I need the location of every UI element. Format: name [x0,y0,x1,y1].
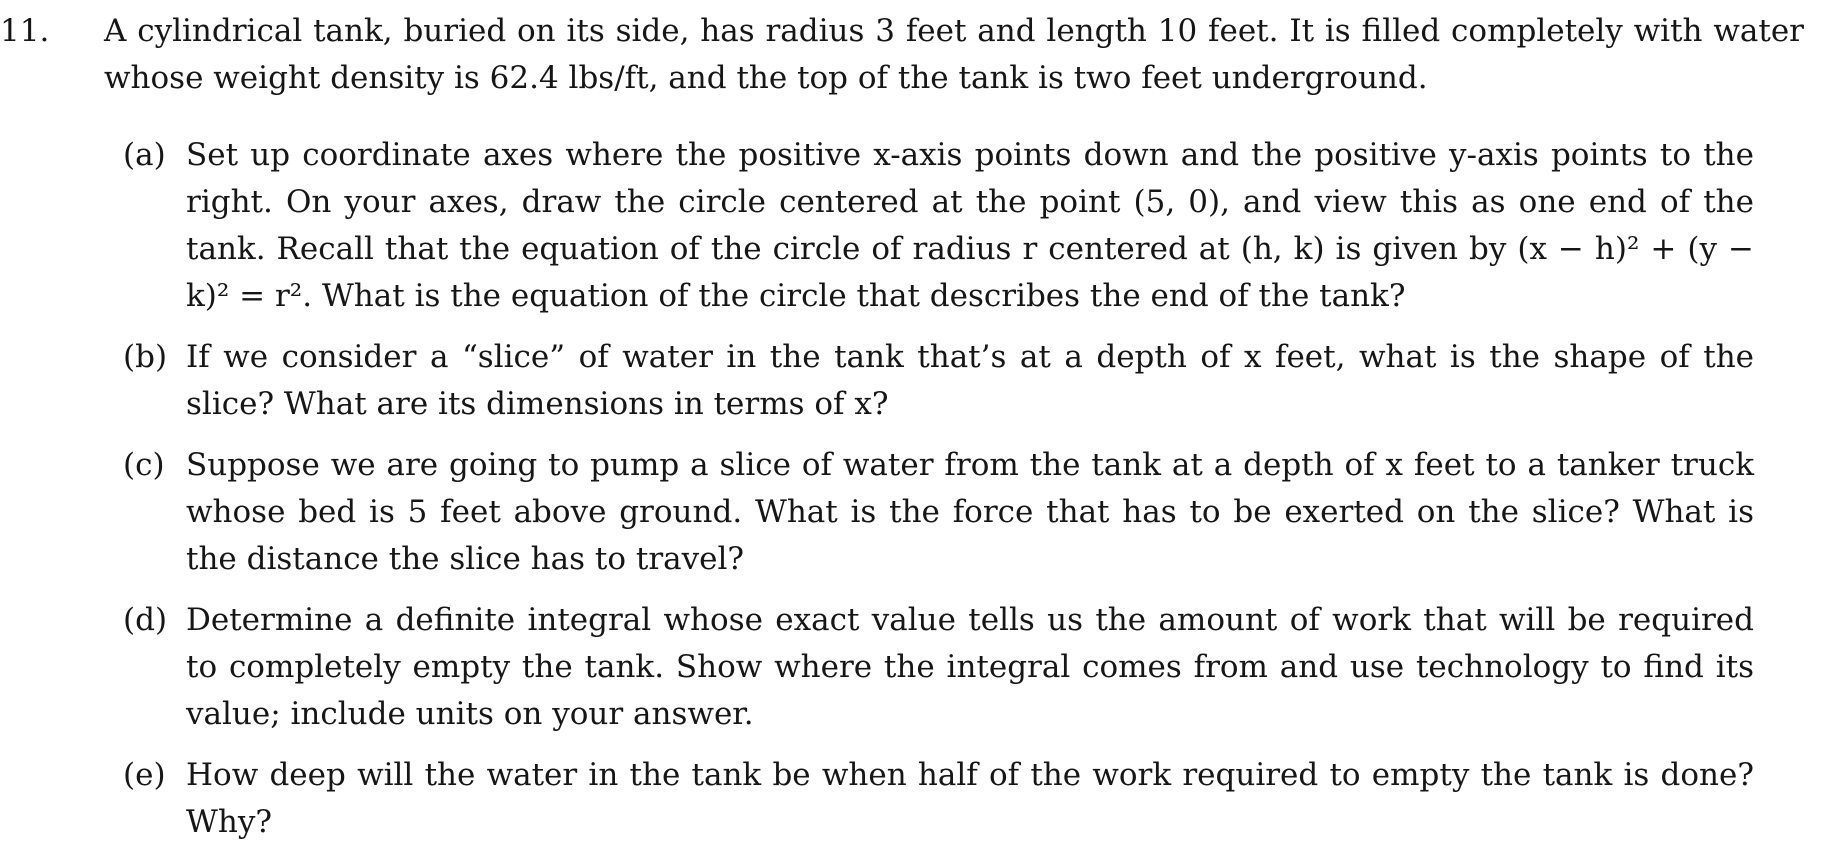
problem-parts [123,132,1754,860]
part-text: If we consider a “slice” of water in the tank that’s at a depth of x feet, what is the shape of the slice? What are its dimensions in terms of x? [186,339,1754,422]
part-text: Suppose we are going to pump a slice of water from the tank at a depth of x feet to a tanker truck whose bed is 5 feet above ground. What is the force that has to be exerted on the slice? What is the distance the slice has to travel? [186,447,1754,577]
problem-statement [0,8,1804,102]
problem-text: A cylindrical tank, buried on its side, has radius 3 feet and length 10 feet. It is filled completely with water whose weight density is 62.4 lbs/ft, and the top of the tank is two feet underground. [104,13,1804,96]
part-d [123,597,1754,738]
part-label: (b) [123,339,168,375]
part-text: How deep will the water in the tank be when half of the work required to empty the tank is done? Why? [186,757,1754,840]
problem-number: 11. [0,13,50,49]
part-label: (c) [123,447,165,483]
part-b [123,334,1754,428]
part-c [123,442,1754,583]
part-label: (a) [123,137,166,173]
part-e [123,752,1754,846]
part-text: Set up coordinate axes where the positive x-axis points down and the positive y-axis points to the right. On your axes, draw the circle centered at the point (5, 0), and view this as one end of the tank. Recall that the equation of the circle of radius r centered at (h, k) is given by (x − h)² + (y − k)² = r². What is the equation of the circle that describes the end of the tank? [186,137,1754,314]
part-a [123,132,1754,320]
part-label: (e) [123,757,166,793]
part-label: (d) [123,602,168,638]
part-text: Determine a definite integral whose exact value tells us the amount of work that will be required to completely empty the tank. Show where the integral comes from and use technology to find its value; include units on your answer. [186,602,1754,732]
